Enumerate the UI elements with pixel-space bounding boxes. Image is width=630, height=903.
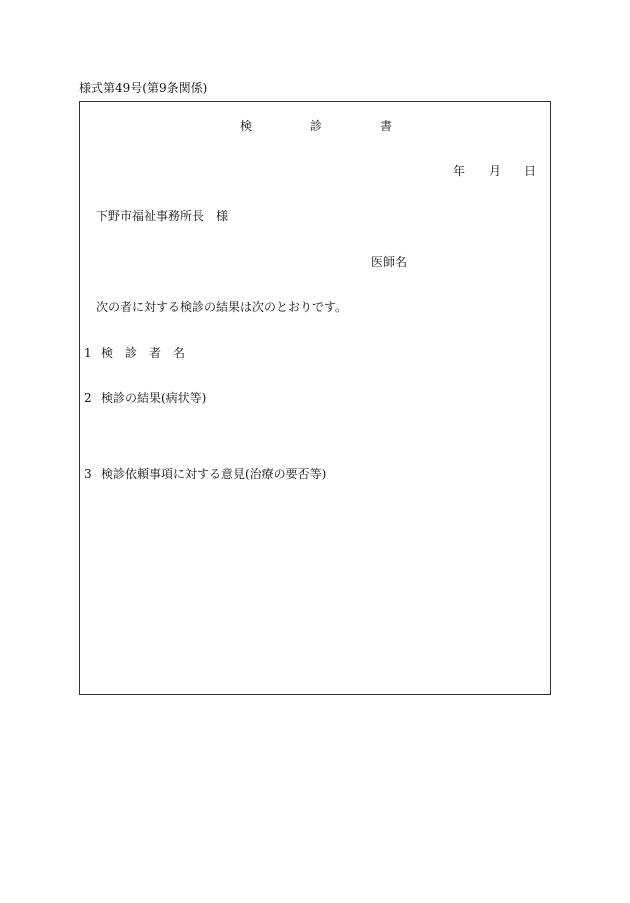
doctor-name-label: 医師名 bbox=[371, 255, 408, 269]
item-2-label: 検診の結果(病状等) bbox=[101, 391, 207, 405]
addressee: 下野市福祉事務所長 様 bbox=[96, 209, 229, 223]
form-number: 様式第49号(第9条関係) bbox=[79, 81, 208, 95]
date-month-label: 月 bbox=[489, 164, 502, 178]
item-1-number: 1 bbox=[84, 346, 92, 360]
title-char-2: 診 bbox=[310, 119, 323, 133]
item-2-number: 2 bbox=[84, 391, 92, 405]
item-3-label: 検診依頼事項に対する意見(治療の要否等) bbox=[101, 467, 327, 481]
item-3-number: 3 bbox=[84, 467, 92, 481]
item-1-label: 検 診 者 名 bbox=[101, 346, 186, 360]
title-char-1: 検 bbox=[240, 119, 253, 133]
title-char-3: 書 bbox=[380, 119, 393, 133]
intro-text: 次の者に対する検診の結果は次のとおりです。 bbox=[96, 300, 348, 314]
date-year-label: 年 bbox=[453, 164, 466, 178]
date-day-label: 日 bbox=[524, 164, 537, 178]
